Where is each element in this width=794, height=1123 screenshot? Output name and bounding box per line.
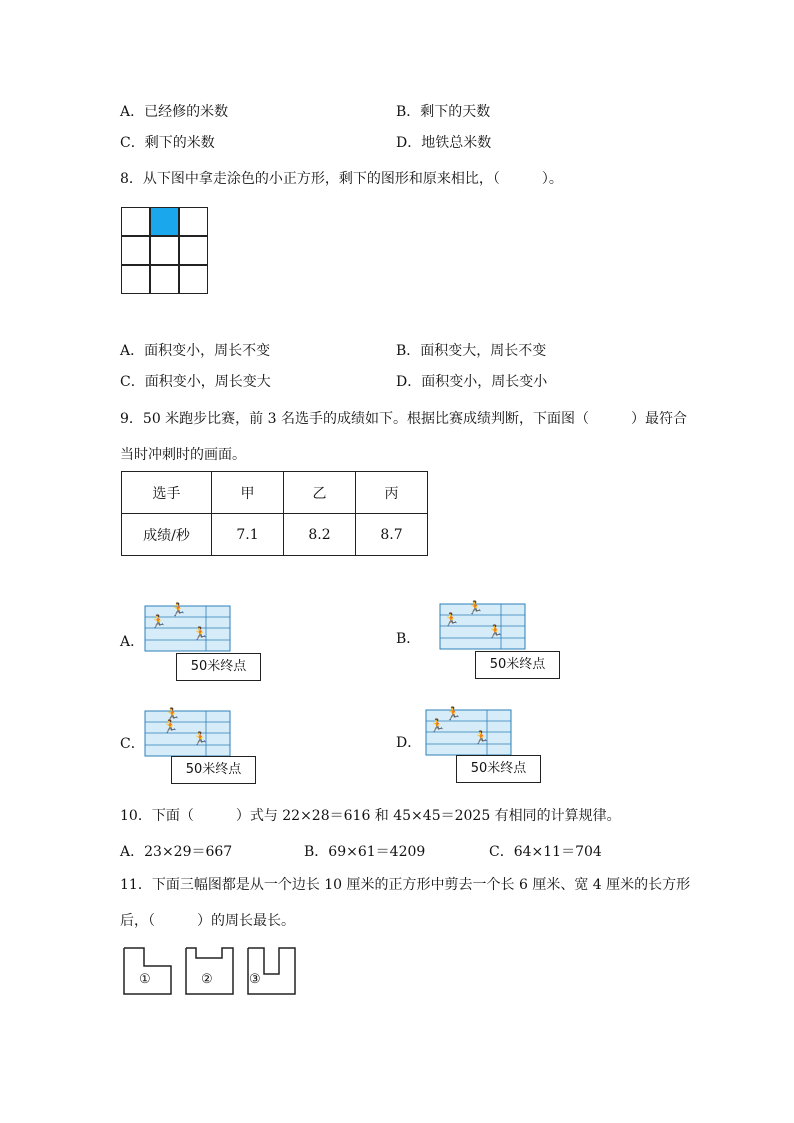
table-cell: 8.7: [356, 514, 428, 556]
q9-score-table: [121, 471, 428, 556]
grid-cell: [179, 265, 208, 294]
table-row: [122, 472, 428, 514]
q9-option-d-key: D．: [396, 735, 422, 751]
table-header-cell: 甲: [212, 472, 284, 514]
q11-question-line2: 后，（ ）的周长最长。: [120, 913, 295, 929]
runner-icon: 🏃: [443, 613, 460, 628]
q8-option-b: B．面积变大，周长不变: [396, 343, 547, 359]
q9-option-b-track: [439, 598, 527, 650]
finish-label: 50米终点: [171, 756, 256, 784]
table-header-cell: 选手: [122, 472, 212, 514]
runner-icon: 🏃: [164, 708, 181, 723]
q9-option-b-key: B．: [396, 631, 421, 647]
finish-label: 50米终点: [456, 755, 541, 783]
grid-cell: [150, 236, 179, 265]
q9-question-line1: 9．50 米跑步比赛，前 3 名选手的成绩如下。根据比赛成绩判断，下面图（ ）最符合: [120, 411, 687, 427]
q10-option-b: B．69×61＝4209: [304, 844, 426, 860]
q8-question: 8．从下图中拿走涂色的小正方形，剩下的图形和原来相比，（ ）。: [120, 171, 563, 187]
grid-cell: [150, 265, 179, 294]
runner-icon: 🏃: [487, 625, 504, 640]
finish-label: 50米终点: [176, 653, 261, 681]
q10-option-c: C．64×11＝704: [489, 844, 602, 860]
q7-option-a: A．已经修的米数: [120, 104, 229, 120]
q8-option-c: C．面积变小，周长变大: [120, 374, 271, 390]
q11-label-3: ③: [249, 972, 261, 987]
grid-cell: [121, 265, 150, 294]
q8-option-d: D．面积变小，周长变小: [396, 374, 548, 390]
runner-icon: 🏃: [473, 731, 490, 746]
q10-question: 10．下面（ ）式与 22×28＝616 和 45×45＝2025 有相同的计算规律。: [120, 808, 621, 824]
q9-option-d-track: [425, 704, 513, 756]
q9-option-a-key: A．: [120, 634, 145, 650]
runner-icon: 🏃: [170, 603, 187, 618]
runner-icon: 🏃: [467, 601, 484, 616]
runner-icon: 🏃: [445, 707, 462, 722]
runner-icon: 🏃: [192, 627, 209, 642]
q11-question-line1: 11．下面三幅图都是从一个边长 10 厘米的正方形中剪去一个长 6 厘米、宽 4 厘米的长方形: [120, 877, 691, 893]
q7-option-d: D．地铁总米数: [396, 135, 492, 151]
q9-option-a-track: [144, 600, 232, 652]
table-header-cell: 乙: [284, 472, 356, 514]
q8-option-a: A．面积变小，周长不变: [120, 343, 271, 359]
runner-icon: 🏃: [192, 732, 209, 747]
q7-option-b: B．剩下的天数: [396, 104, 491, 120]
grid-cell: [121, 236, 150, 265]
table-cell: 8.2: [284, 514, 356, 556]
grid-cell: [179, 207, 208, 236]
table-cell: 成绩/秒: [122, 514, 212, 556]
runner-icon: 🏃: [162, 720, 179, 735]
grid-cell: [179, 236, 208, 265]
q9-option-c-track: [144, 705, 232, 757]
grid-cell-shaded: [150, 207, 179, 236]
q9-question-line2: 当时冲刺时的画面。: [120, 447, 246, 463]
q10-option-a: A．23×29＝667: [120, 844, 233, 860]
grid-cell: [121, 207, 150, 236]
table-cell: 7.1: [212, 514, 284, 556]
table-row: [122, 514, 428, 556]
q7-option-c: C．剩下的米数: [120, 135, 215, 151]
finish-label: 50米终点: [475, 651, 560, 679]
q9-option-c-key: C．: [120, 736, 145, 752]
runner-icon: 🏃: [429, 719, 446, 734]
runner-icon: 🏃: [150, 615, 167, 630]
table-header-cell: 丙: [356, 472, 428, 514]
q11-label-2: ②: [201, 972, 213, 987]
q11-label-1: ①: [139, 972, 151, 987]
